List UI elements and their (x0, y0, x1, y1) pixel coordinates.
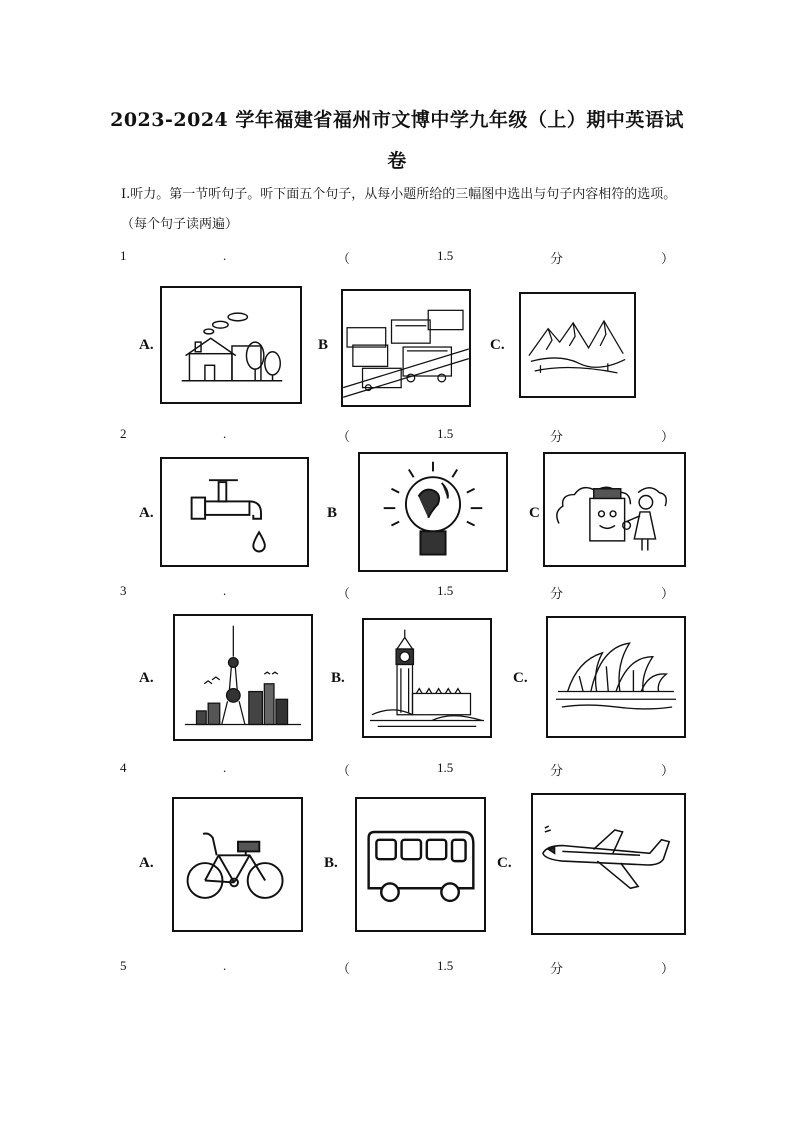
bicycle-icon[interactable] (172, 797, 303, 932)
exam-title-line2: 卷 (387, 150, 407, 172)
airplane-icon[interactable] (531, 793, 686, 935)
option-c-label[interactable]: C. (490, 337, 505, 353)
question-1-row (0, 248, 794, 268)
mountains-icon[interactable] (519, 292, 636, 398)
question-open-paren: （ (337, 429, 351, 444)
option-a-label[interactable]: A. (139, 855, 154, 871)
question-points-unit: 分 (550, 586, 564, 601)
question-points-unit: 分 (550, 251, 564, 266)
question-open-paren: （ (337, 251, 351, 266)
question-dot: . (223, 248, 227, 263)
sydney-opera-house-icon[interactable] (546, 616, 686, 738)
option-c-label[interactable]: C. (513, 670, 528, 686)
question-points: 1.5 (437, 583, 454, 598)
question-3-row (0, 583, 794, 603)
option-c-label[interactable]: C (529, 505, 540, 521)
question-number: 3 (120, 583, 127, 598)
question-points: 1.5 (437, 760, 454, 775)
question-5-row (0, 958, 794, 978)
house-with-trees-icon[interactable] (160, 286, 302, 404)
option-b-label[interactable]: B. (331, 670, 345, 686)
question-points-unit: 分 (550, 763, 564, 778)
question-points-unit: 分 (550, 961, 564, 976)
question-number: 1 (120, 248, 127, 263)
question-open-paren: （ (337, 961, 351, 976)
question-points: 1.5 (437, 248, 454, 263)
question-number: 4 (120, 760, 127, 775)
question-2-row (0, 426, 794, 446)
question-dot: . (223, 958, 227, 973)
option-a-label[interactable]: A. (139, 505, 154, 521)
question-4-row (0, 760, 794, 780)
question-close-paren: ） (661, 763, 675, 778)
option-b-label[interactable]: B (327, 505, 338, 521)
girl-recycling-bin-icon[interactable] (543, 452, 686, 567)
question-close-paren: ） (661, 251, 675, 266)
question-dot: . (223, 583, 227, 598)
question-open-paren: （ (337, 763, 351, 778)
question-dot: . (223, 426, 227, 441)
question-close-paren: ） (661, 586, 675, 601)
question-points: 1.5 (437, 426, 454, 441)
question-points-unit: 分 (550, 429, 564, 444)
listening-instruction: Ⅰ.听力。第一节听句子。听下面五个句子，从每小题所给的三幅图中选出与句子内容相符的选项。（每个句子读两遍） (121, 187, 677, 232)
question-close-paren: ） (661, 961, 675, 976)
option-a-label[interactable]: A. (139, 337, 154, 353)
shanghai-tv-tower-icon[interactable] (173, 614, 313, 741)
big-ben-icon[interactable] (362, 618, 492, 738)
question-points: 1.5 (437, 958, 454, 973)
question-number: 5 (120, 958, 127, 973)
dripping-tap-icon[interactable] (160, 457, 309, 567)
option-c-label[interactable]: C. (497, 855, 512, 871)
question-open-paren: （ (337, 586, 351, 601)
option-a-label[interactable]: A. (139, 670, 154, 686)
option-b-label[interactable]: B (318, 337, 329, 353)
traffic-jam-icon[interactable] (341, 289, 471, 407)
bus-icon[interactable] (355, 797, 486, 932)
earth-light-bulb-icon[interactable] (358, 452, 508, 572)
option-b-label[interactable]: B. (324, 855, 338, 871)
exam-title-line1: 2023-2024 学年福建省福州市文博中学九年级（上）期中英语试 (110, 109, 684, 131)
question-number: 2 (120, 426, 127, 441)
question-close-paren: ） (661, 429, 675, 444)
question-dot: . (223, 760, 227, 775)
